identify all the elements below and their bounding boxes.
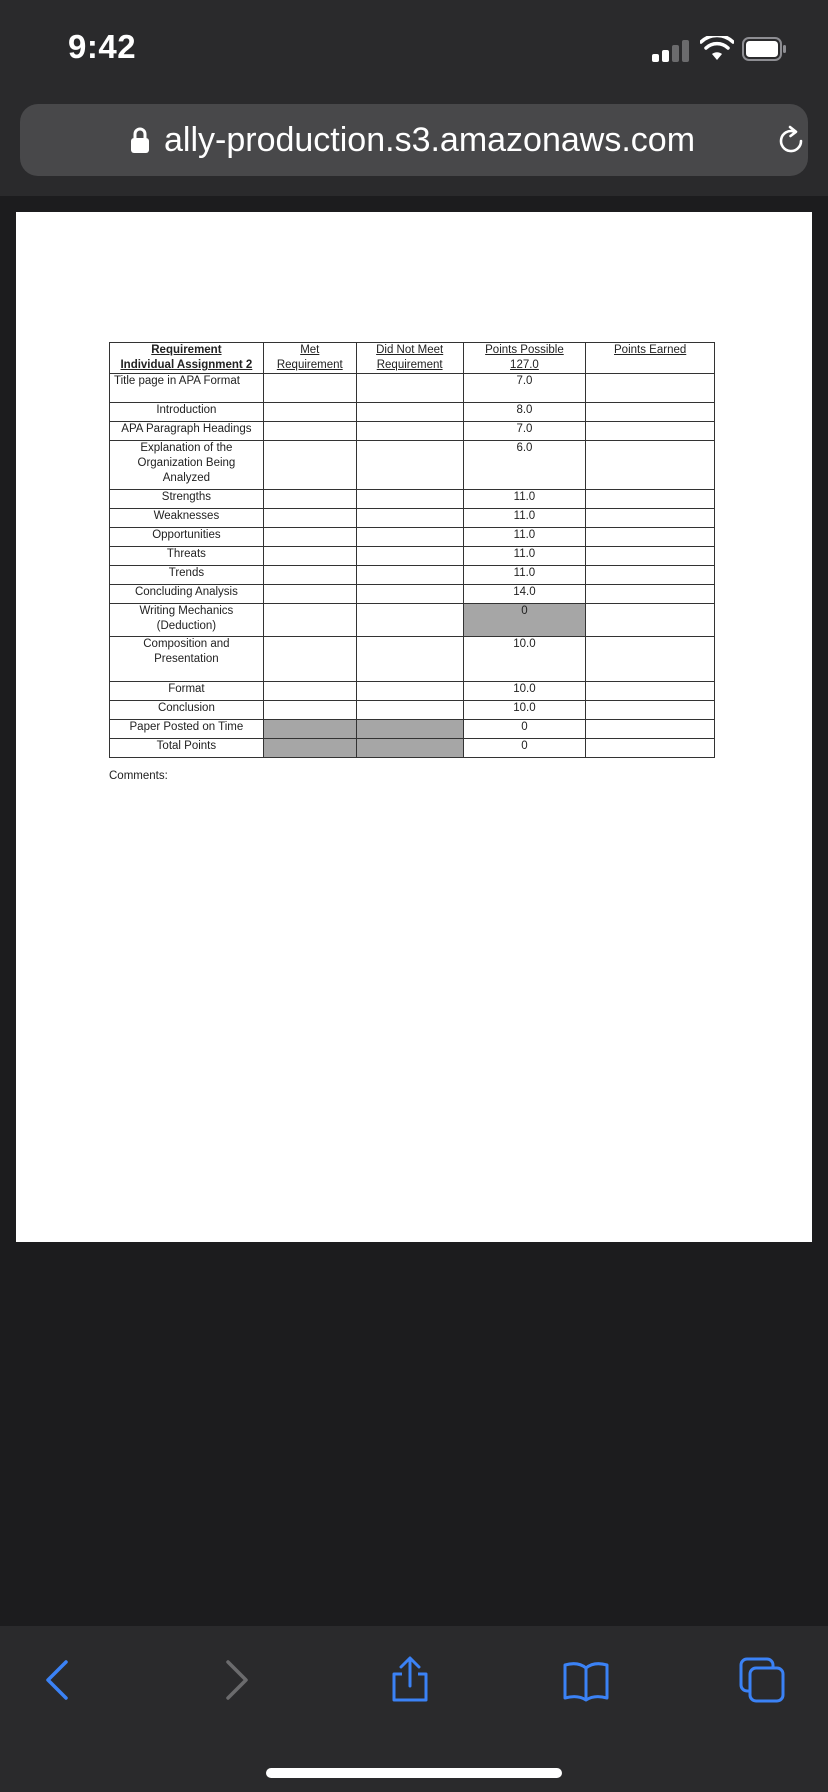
row-label: Title page in APA Format [110,374,264,403]
back-icon[interactable] [34,1656,82,1704]
row-points: 10.0 [463,701,586,720]
tabs-icon[interactable] [738,1656,786,1704]
table-row [110,604,715,637]
header-requirement: Requirement Individual Assignment 2 [110,343,264,374]
row-points: 11.0 [463,547,586,566]
forward-icon[interactable] [212,1656,260,1704]
row-points: 0 [463,720,586,739]
table-row [110,637,715,682]
header-did-not-meet: Did Not Meet Requirement [356,343,463,374]
table-row [110,403,715,422]
row-points: 0 [463,604,586,637]
table-row [110,739,715,758]
table-row [110,720,715,739]
document-page [16,212,812,1242]
row-label: Concluding Analysis [110,585,264,604]
cellular-signal-icon [652,38,690,62]
header-met: Met Requirement [263,343,356,374]
row-points: 11.0 [463,490,586,509]
table-row [110,374,715,403]
table-row [110,547,715,566]
row-points: 10.0 [463,637,586,682]
table-row [110,422,715,441]
lock-icon [130,126,150,154]
row-label: Explanation of the Organization Being Analyzed [110,441,264,490]
table-row [110,528,715,547]
table-header-row [110,343,715,374]
row-points: 7.0 [463,374,586,403]
row-label: Threats [110,547,264,566]
table-row [110,490,715,509]
row-points: 11.0 [463,566,586,585]
row-label: Paper Posted on Time [110,720,264,739]
row-label: Introduction [110,403,264,422]
row-points: 14.0 [463,585,586,604]
row-label: Opportunities [110,528,264,547]
browser-toolbar [0,1626,828,1792]
row-points: 10.0 [463,682,586,701]
row-points: 7.0 [463,422,586,441]
header-points-earned: Points Earned [586,343,715,374]
row-label: Format [110,682,264,701]
row-label: APA Paragraph Headings [110,422,264,441]
table-row [110,585,715,604]
row-label: Strengths [110,490,264,509]
row-label: Composition and Presentation [110,637,264,682]
row-points: 0 [463,739,586,758]
wifi-icon [700,36,734,62]
bookmarks-icon[interactable] [562,1656,610,1704]
table-row [110,509,715,528]
comments-label: Comments: [109,770,168,782]
address-bar-area [0,100,828,196]
battery-icon [742,37,786,61]
table-row [110,682,715,701]
row-label: Conclusion [110,701,264,720]
header-points-possible: Points Possible 127.0 [463,343,586,374]
status-time: 9:42 [68,28,137,65]
address-bar[interactable] [20,104,808,176]
row-label: Total Points [110,739,264,758]
rubric-table [109,342,715,758]
row-label: Writing Mechanics (Deduction) [110,604,264,637]
row-label: Trends [110,566,264,585]
row-label: Weaknesses [110,509,264,528]
table-row [110,701,715,720]
url-text: ally-production.s3.amazonaws.com [164,121,696,159]
table-row [110,566,715,585]
row-points: 8.0 [463,403,586,422]
row-points: 6.0 [463,441,586,490]
status-bar [0,0,828,100]
row-points: 11.0 [463,509,586,528]
table-row [110,441,715,490]
share-icon[interactable] [386,1656,434,1704]
home-indicator [266,1768,562,1778]
reload-icon[interactable] [774,124,808,158]
row-points: 11.0 [463,528,586,547]
